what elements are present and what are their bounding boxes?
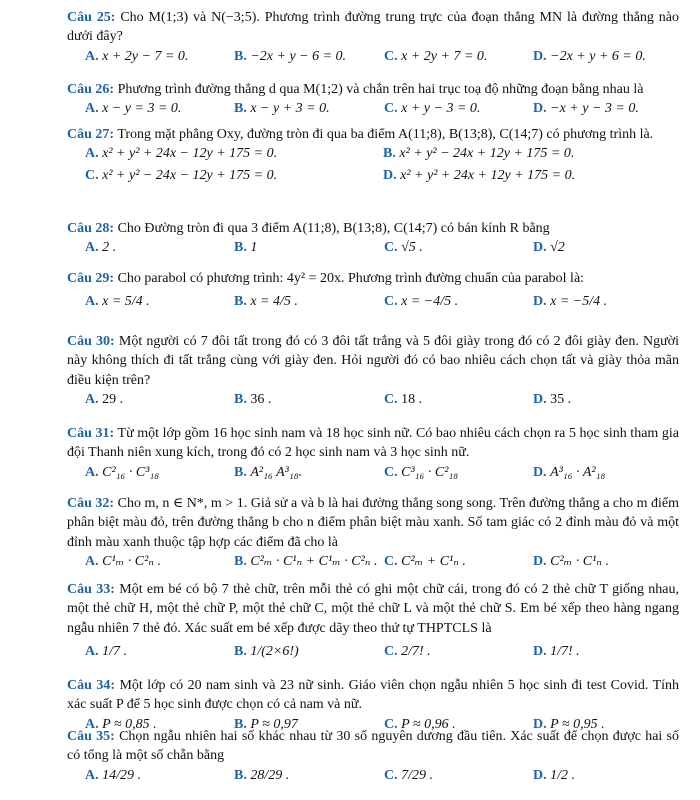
question-text: Một em bé có bộ 7 thẻ chữ, trên mỗi thẻ có ghi một chữ cái, trong đó có 2 thẻ chữ T giống nhau, một thẻ chữ H, một thẻ chữ P, một thẻ chữ C, một thẻ chữ L và một thẻ chữ S. Em bé xếp theo hàng ngang ngẫu nhiên 7 thẻ đó. Xác suất em bé xếp được dãy theo thứ tự THPTCLS là: [67, 582, 680, 636]
option-b[interactable]: B. −2x + y − 6 = 0.: [234, 48, 347, 64]
option-a[interactable]: A. 2 .: [85, 240, 117, 256]
question-text: Một lớp có 20 nam sinh và 23 nữ sinh. Giáo viên chọn ngẫu nhiên 5 học sinh đi test Covid. Tính xác suất P để 5 học sinh được chọn có cả nam và nữ.: [67, 678, 680, 713]
question-label: Câu 25:: [67, 10, 116, 25]
question-text: Một người có 7 đôi tất trong đó có 3 đôi tất trắng và 5 đôi giày trong đó có 2 đôi giày đen. Người này không thích đi tất trắng cùng với giày đen. Hỏi người đó có bao nhiêu cách chọn tất và giày thỏa mãn điều kiện trên?: [67, 334, 679, 388]
question-25: [67, 8, 679, 69]
question-27: [67, 125, 679, 188]
option-c[interactable]: C. x + 2y + 7 = 0.: [384, 48, 488, 64]
option-c[interactable]: C. x = −4/5 .: [384, 294, 459, 310]
question-text: Cho Đường tròn đi qua 3 điểm A(11;8), B(13;8), C(14;7) có bán kính R bằng: [117, 221, 550, 236]
question-text: Từ một lớp gồm 16 học sinh nam và 18 học sinh nữ. Có bao nhiêu cách chọn ra 5 học sinh tham gia đội Thanh niên xung kích, trong đó có 2 học sinh nam và 3 học sinh nữ.: [67, 426, 680, 461]
option-a[interactable]: A. x² + y² + 24x − 12y + 175 = 0.: [85, 146, 278, 162]
option-d[interactable]: D. 1/7! .: [533, 643, 580, 659]
option-c[interactable]: C. x + y − 3 = 0.: [384, 101, 481, 117]
option-b[interactable]: B. 1/(2×6!): [234, 643, 299, 659]
option-d[interactable]: D. 35 .: [533, 391, 572, 407]
question-33: [67, 580, 679, 672]
question-label: Câu 33:: [67, 582, 115, 597]
option-b[interactable]: B. x = 4/5 .: [234, 294, 298, 310]
option-b[interactable]: B. 1: [234, 240, 258, 256]
question-text: Cho parabol có phương trình: 4y² = 20x. Phương trình đường chuẩn của parabol là:: [117, 271, 585, 286]
option-a[interactable]: A. P ≈ 0,85 .: [85, 716, 157, 732]
question-label: Câu 28:: [67, 221, 115, 236]
option-d[interactable]: D. A³₁₆ · A²₁₈: [533, 464, 606, 480]
option-d[interactable]: D. −2x + y + 6 = 0.: [533, 48, 646, 64]
question-label: Câu 35:: [67, 729, 115, 744]
question-31: [67, 424, 679, 485]
option-a[interactable]: A. x + 2y − 7 = 0.: [85, 48, 189, 64]
question-35: [67, 727, 679, 786]
option-d[interactable]: D. √2: [533, 240, 565, 256]
option-b[interactable]: B. C²ₘ · C¹ₙ + C¹ₘ · C²ₙ .: [234, 553, 378, 569]
question-29: [67, 269, 679, 322]
question-label: Câu 34:: [67, 678, 115, 693]
question-text: Cho M(1;3) và N(−3;5). Phương trình đường trung trực của đoạn thẳng MN là đường thẳng nào dưới đây?: [67, 10, 680, 45]
option-a[interactable]: A. x − y = 3 = 0.: [85, 101, 182, 117]
option-c[interactable]: C. P ≈ 0,96 .: [384, 716, 456, 732]
option-d[interactable]: D. x² + y² + 24x + 12y + 175 = 0.: [383, 168, 576, 184]
option-b[interactable]: B. 36 .: [234, 391, 272, 407]
option-d[interactable]: D. C²ₘ · C¹ₙ .: [533, 553, 609, 569]
question-label: Câu 29:: [67, 271, 115, 286]
question-28: [67, 219, 679, 260]
question-text: Chọn ngẫu nhiên hai số khác nhau từ 30 số nguyên dương đầu tiên. Xác suất để chọn được hai số có tổng là một số chẵn bằng: [67, 729, 679, 764]
option-c[interactable]: C. 2/7! .: [384, 643, 431, 659]
question-label: Câu 27:: [67, 127, 115, 142]
option-b[interactable]: B. P ≈ 0,97: [234, 716, 298, 732]
option-d[interactable]: D. −x + y − 3 = 0.: [533, 101, 639, 117]
option-c[interactable]: C. x² + y² − 24x − 12y + 175 = 0.: [85, 168, 278, 184]
question-text: Trong mặt phẳng Oxy, đường tròn đi qua ba điểm A(11;8), B(13;8), C(14;7) có phương trình là.: [117, 127, 654, 142]
question-label: Câu 30:: [67, 334, 115, 349]
question-text: Phương trình đường thẳng d qua M(1;2) và chắn trên hai trục toạ độ những đoạn bằng nhau là: [117, 82, 644, 97]
question-label: Câu 31:: [67, 426, 115, 441]
option-c[interactable]: C. √5 .: [384, 240, 423, 256]
option-c[interactable]: C. 7/29 .: [384, 767, 434, 783]
option-d[interactable]: D. x = −5/4 .: [533, 294, 608, 310]
question-26: [67, 80, 679, 121]
option-a[interactable]: A. 14/29 .: [85, 767, 142, 783]
option-c[interactable]: C. C²ₘ + C¹ₙ .: [384, 553, 466, 569]
option-b[interactable]: B. x − y + 3 = 0.: [234, 101, 330, 117]
option-c[interactable]: C. C³₁₆ · C²₁₈: [384, 464, 459, 480]
question-label: Câu 26:: [67, 82, 115, 97]
question-label: Câu 32:: [67, 496, 115, 511]
option-a[interactable]: A. x = 5/4 .: [85, 294, 150, 310]
option-a[interactable]: A. C²₁₆ · C³₁₈: [85, 464, 160, 480]
option-b[interactable]: B. 28/29 .: [234, 767, 290, 783]
option-a[interactable]: A. 29 .: [85, 391, 124, 407]
option-d[interactable]: D. P ≈ 0,95 .: [533, 716, 605, 732]
question-32: [67, 494, 679, 574]
question-30: [67, 332, 679, 412]
option-b[interactable]: B. x² + y² − 24x + 12y + 175 = 0.: [383, 146, 575, 162]
option-d[interactable]: D. 1/2 .: [533, 767, 576, 783]
option-a[interactable]: A. C¹ₘ · C²ₙ .: [85, 553, 161, 569]
option-a[interactable]: A. 1/7 .: [85, 643, 128, 659]
option-b[interactable]: B. A²₁₆ A³₁₈.: [234, 464, 303, 480]
option-c[interactable]: C. 18 .: [384, 391, 423, 407]
question-text: Cho m, n ∈ N*, m > 1. Giả sử a và b là hai đường thẳng song song. Trên đường thẳng a cho m điểm phân biệt màu đỏ, trên đường thẳng b cho n điểm phân biệt màu xanh. Số tam giác có 2 đỉnh màu đỏ và một đỉnh màu xanh thuộc tập hợp các điểm đã cho là: [67, 496, 680, 550]
